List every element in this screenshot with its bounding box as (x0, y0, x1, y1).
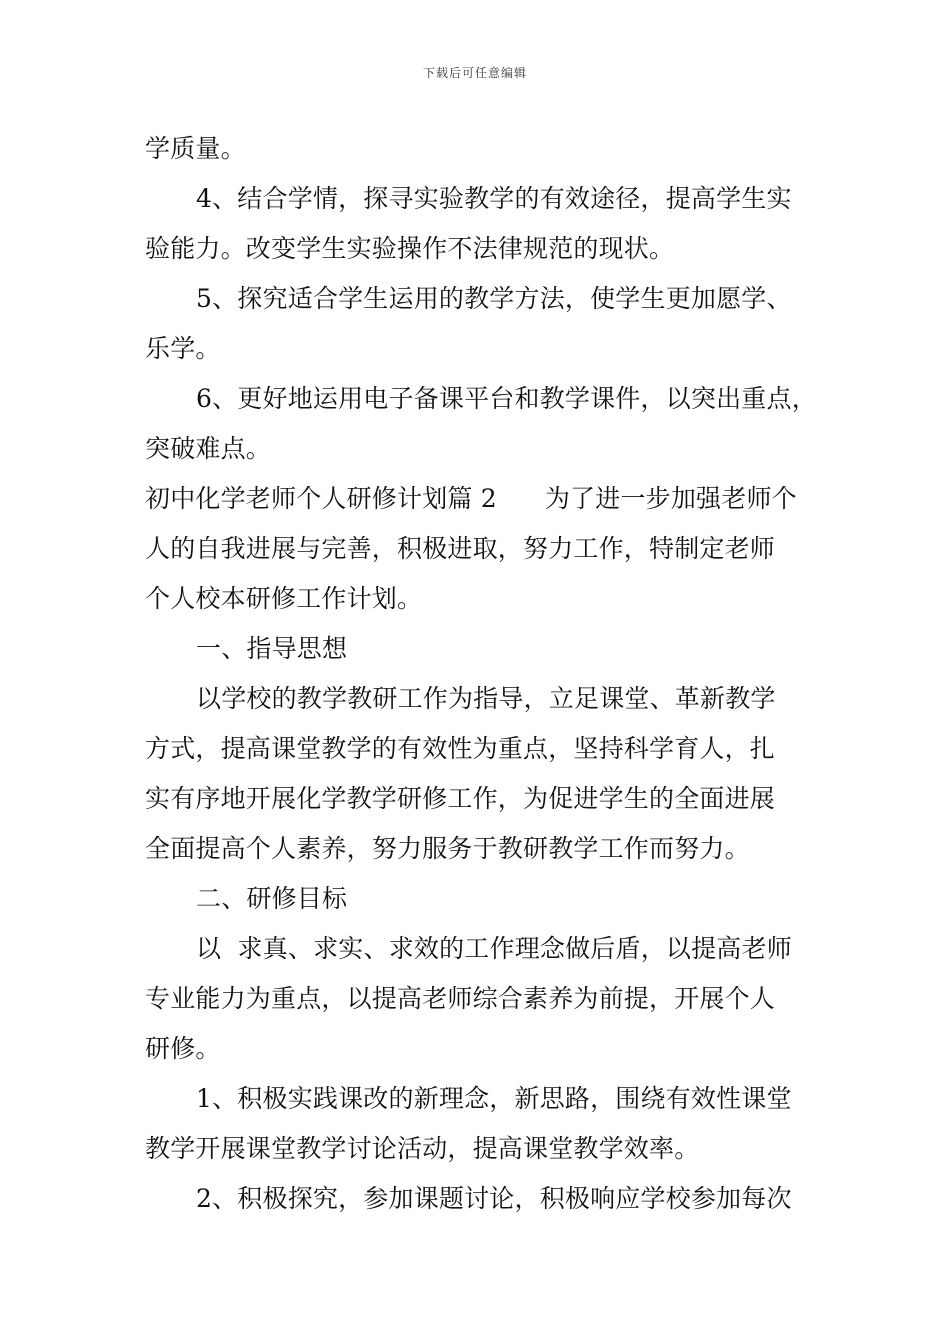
heading-guiding-thought: 一、指导思想 (196, 634, 348, 663)
paragraph-line: 1、积极实践课改的新理念，新思路，围绕有效性课堂 (196, 1084, 792, 1113)
paragraph-line: 2、积极探究，参加课题讨论，积极响应学校参加每次 (196, 1184, 792, 1213)
paragraph-line: 以 求真、求实、求效的工作理念做后盾，以提高老师 (196, 934, 792, 963)
paragraph-line: 研修。 (145, 1034, 221, 1063)
paragraph-line: 学质量。 (145, 134, 246, 163)
paragraph-line: 验能力。改变学生实验操作不法律规范的现状。 (145, 234, 675, 263)
paragraph-line: 实有序地开展化学教学研修工作，为促进学生的全面进展 (145, 784, 776, 813)
paragraph-line: 4、结合学情，探寻实验教学的有效途径，提高学生实 (196, 184, 792, 213)
paragraph-line: 突破难点。 (145, 434, 272, 463)
section-title: 初中化学老师个人研修计划篇 2 (145, 484, 497, 513)
paragraph-line: 专业能力为重点，以提高老师综合素养为前提，开展个人 (145, 984, 776, 1013)
paragraph-line: 乐学。 (145, 334, 221, 363)
paragraph-line: 5、探究适合学生运用的教学方法，使学生更加愿学、 (196, 284, 792, 313)
section-title-line (145, 483, 797, 515)
paragraph-line: 教学开展课堂教学讨论活动，提高课堂教学效率。 (145, 1134, 700, 1163)
paragraph-line: 6、更好地运用电子备课平台和教学课件，以突出重点， (196, 384, 817, 413)
paragraph-line: 个人校本研修工作计划。 (145, 584, 423, 613)
paragraph-line: 全面提高个人素养，努力服务于教研教学工作而努力。 (145, 834, 750, 863)
paragraph-line: 人的自我进展与完善，积极进取，努力工作，特制定老师 (145, 534, 776, 563)
paragraph-line: 方式，提高课堂教学的有效性为重点，坚持科学育人，扎 (145, 734, 776, 763)
page-header: 下载后可任意编辑 (422, 66, 527, 80)
heading-study-goals: 二、研修目标 (196, 884, 348, 913)
section-intro: 为了进一步加强老师个 (544, 484, 797, 513)
paragraph-line: 以学校的教学教研工作为指导，立足课堂、革新教学 (196, 684, 776, 713)
